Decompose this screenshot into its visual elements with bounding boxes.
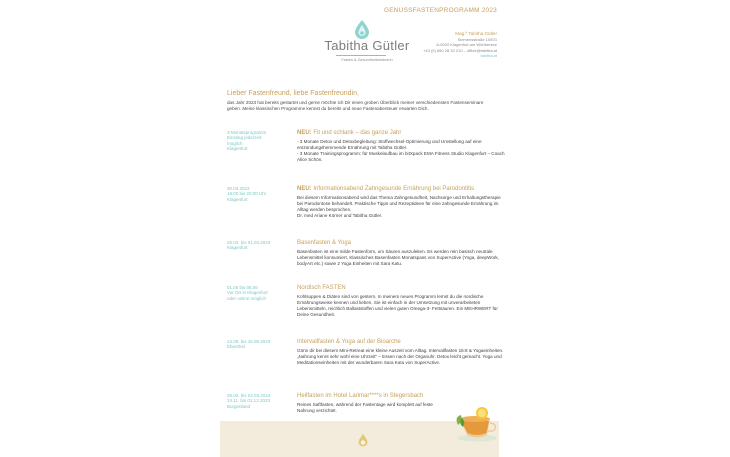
program-description: Kohlsuppen & Diäten sind von gestern. In meinem neuen Programm lernst du die nordische Ernährungsweise kennen und lieben. Sie ist einfach in der Umsetzung mit unverarbeiteten Lebensmitteln, reichlich Ballaststoffen und vielen guten Omega-3- Fettsäuren. Ein MEHRWERT für Deine Gesundheit.: [297, 294, 498, 318]
program-title: NEU: Informationsabend Zahngesunde Ernährung bei Parodontitis: [297, 186, 475, 192]
logo-subtitle: Fasten & Gesundheitstrainerin: [341, 58, 393, 62]
new-badge: NEU:: [297, 186, 312, 192]
contact-web-link[interactable]: tabitha.at: [480, 53, 497, 59]
water-drop-icon: [356, 433, 370, 447]
program-title: NEU: Fit und schlank – das ganze Jahr: [297, 130, 402, 136]
greeting: Lieber Fastenfreund, liebe Fastenfreundin,: [227, 90, 359, 97]
program-description: Reines Saftfasten, während der Fastentage wird komplett auf feste Nahrung verzichtet.: [297, 402, 433, 414]
program-title: Intervallfasten & Yoga auf der Bioarche: [297, 339, 401, 345]
program-description: Basenfasten ist eine milde Fastenform, um Säuren auszuleiten. Es werden rein basisch neutrale Lebensmittel konsumiert. Klassisches Basenfasten Monatspass von SuperActive (Yoga, deepWork, bodyArt etc.) sowie 2 Yoga Einheiten mit Sara Katu.: [297, 249, 499, 267]
program-title: Nordisch FASTEN: [297, 285, 346, 291]
contact-name: Mag.ª Tabitha Gütler: [455, 31, 497, 36]
contact-city: A-9020 Klagenfurt am Wörthersee: [436, 42, 497, 48]
program-date-place: 26.02. bis 03.03.2023 24.11. bis 01.12.2023 Burgenland: [227, 393, 271, 409]
document-page: [220, 0, 499, 457]
contact-street: Siemensstraße 10/EG: [457, 36, 497, 42]
water-drop-icon: [351, 19, 373, 39]
program-date-place: 25.03. bis 01.04.2023 Klagenfurt: [227, 240, 271, 251]
program-description: - 3 Monate Detox und Detoxbegleitung: Stoffwechsel-Optimierung und Umstellung auf eine entzündungshemmende Ernährung mit Tabitha Gütler. - 3 Monate Trainingsprogramm: für Muskelaufbau im bitXpack EMA Fitness Studio Klagenfurt – Coach Alice Schön.: [297, 139, 505, 163]
document-title: GENUSSFASTENPROGRAMM 2023: [384, 7, 497, 14]
program-date-place: 01.06 bis 08.06 Vor Ort in Klagenfurt oder online möglich: [227, 285, 268, 301]
logo-name: Tabitha Gütler: [324, 38, 410, 53]
program-date-place: 13.09. bis 16.09.2023 Ebenthal: [227, 339, 271, 350]
program-title: Heilfasten im Hotel Larimar****s in Stegersbach: [297, 393, 424, 399]
program-date-place: 3-Monatsprogramm Einstieg jederzeit möglich Klagenfurt: [227, 130, 267, 152]
contact-block: [423, 31, 497, 59]
program-description: Bei diesem Informationsabend wird das Thema Zahngesundheit, Nachsorge und Erhaltungstherapie bei Parodontose behandelt. Praktische Tipps und Rezeptideen für eine zahngesunde Ernährung im Alltag werden besprochen. Dr. med Ariane Körner und Tabitha Gütler.: [297, 195, 501, 219]
program-date-place: 30.03.2023 18:00 bis 20:00 Uhr Klagenfurt: [227, 186, 267, 202]
new-badge: NEU:: [297, 130, 312, 136]
intro-text: das Jahr 2023 hat bereits gestartet und gerne möchte ich Dir einen groben Überblick meiner verschiedensten Fastenseminare geben. Meine klassischen Programme kennst du bereits und neue Fastenabenteuer erwarten Dich.: [227, 100, 484, 112]
program-title: Basenfasten & Yoga: [297, 240, 352, 246]
program-description: Gönn dir bei diesem Mini-Retreat eine kleine Auszeit vom Alltag. Intervallfasten 16:8 & Yogaeinheiten. „Nahrung kennt sehr wohl eine Uhrzeit" – Essen nach der Organuhr. Detox leicht gemacht. Yoga und Meditationseinheiten mit der wunderbaren Sara Katu von SuperActive.: [297, 348, 504, 366]
tea-cup-icon: [455, 403, 499, 443]
contact-phone-email[interactable]: +43 (0) 650 28 32 210 – office@tabitha.at: [423, 47, 497, 53]
logo-divider: [336, 55, 386, 56]
